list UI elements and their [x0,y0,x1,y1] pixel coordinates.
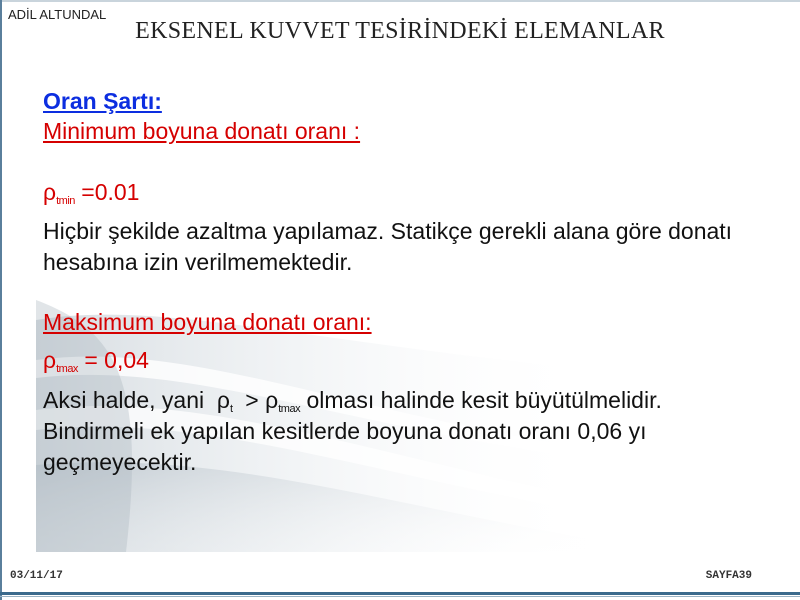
spacer [43,377,778,385]
footer-date: 03/11/17 [10,570,63,582]
footer-divider [0,592,800,595]
author-label: ADİL ALTUNDAL [8,7,107,22]
rho-symbol: ρ [43,178,57,205]
rho-max-subscript: tmax [56,363,78,376]
spacer [43,337,778,345]
overlap-note: Bindirmeli ek yapılan kesitlerde boyuna donatı oranı 0,06 yı geçmeyecektir. [43,418,647,475]
rho-min-subscript: tmin [56,194,75,207]
page-number: SAYFA39 [705,570,752,582]
rho-min-value: =0.01 [74,178,140,205]
rho-max-value: = 0,04 [77,347,149,374]
rho-tmax-subscript: tmax [278,402,301,415]
rho-symbol: ρ [43,347,57,374]
spacer [43,208,778,216]
spacer [43,277,778,307]
max-ratio-note [43,385,778,417]
page-title: EKSENEL KUVVET TESİRİNDEKİ ELEMANLAR [135,18,665,44]
left-border [0,0,2,600]
rho-tmax-symbol: ρ [265,386,279,413]
footer-divider-thin [0,596,800,597]
slide-content [43,86,778,477]
spacer [43,147,778,177]
greater-than-sign: > [232,386,266,413]
rho-max-formula [43,345,778,377]
rho-t-symbol: ρ [216,386,230,413]
min-ratio-note: Hiçbir şekilde azaltma yapılamaz. Statikçe gerekli alana göre donatı hesabına izin verilmemektedir. [43,218,733,275]
min-ratio-heading: Minimum boyuna donatı oranı : [43,118,361,145]
section-heading: Oran Şartı: [43,88,162,114]
max-note-suffix: olması halinde kesit büyütülmelidir. [300,386,662,413]
top-border [0,0,800,2]
rho-t-subscript: t [229,402,233,415]
max-ratio-heading: Maksimum boyuna donatı oranı: [43,308,372,335]
rho-min-formula [43,177,778,209]
max-note-prefix: Aksi halde, yani [43,386,217,413]
